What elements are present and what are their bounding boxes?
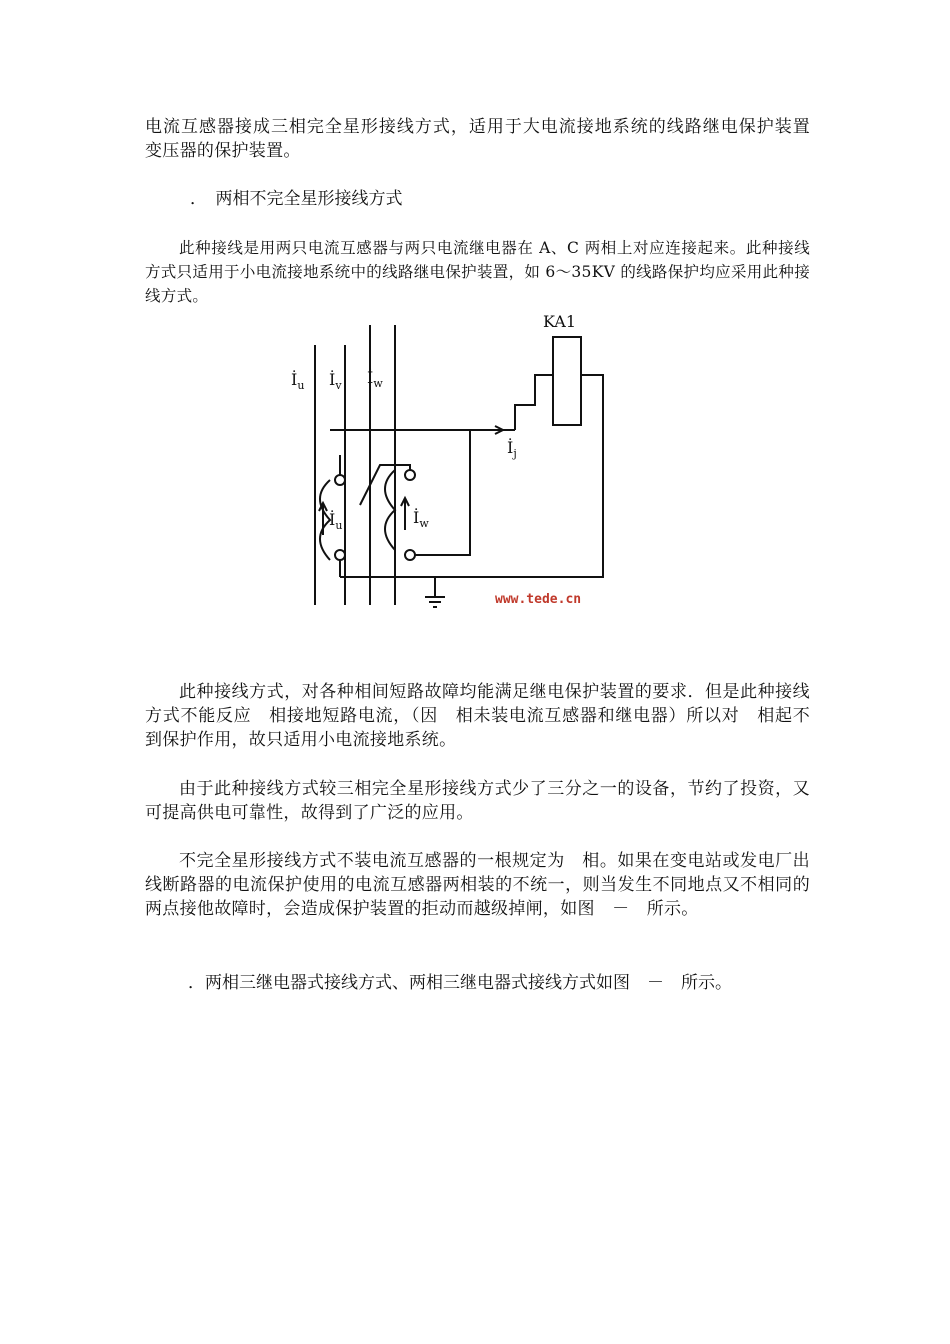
paragraph-fault-response: 此种接线方式，对各种相间短路故障均能满足继电保护装置的要求．但是此种接线方式不能反应 相接地短路电流，（因 相未装电流互感器和继电器）所以对 相起不到保护作用，故只适用小电流接地系统。 (145, 682, 810, 750)
watermark-text: www.tede.cn (495, 592, 582, 607)
relay-ka1 (553, 337, 581, 425)
label-iw: $İ_w$ (413, 508, 429, 530)
paragraph-two-phase-desc: 此种接线是用两只电流互感器与两只电流继电器在 A、C 两相上对应连接起来。此种接线方式只适用于小电流接地系统中的线路继电保护装置，如 6～35KV 的线路保护均应采用此种接线方式。 (145, 239, 810, 305)
wiring-diagram (285, 305, 620, 620)
paragraph-savings: 由于此种接线方式较三相完全星形接线方式少了三分之一的设备，节约了投资，又可提高供电可靠性，故得到了广泛的应用。 (145, 779, 810, 823)
section-heading-three-relay: ．两相三继电器式接线方式、两相三继电器式接线方式如图 － 所示。 (188, 973, 732, 993)
relay-label: KA1 (543, 312, 577, 331)
label-iu: $İ_u$ (329, 510, 343, 532)
label-iu-top: $İ_u$ (291, 370, 305, 392)
paragraph-missing-phase: 不完全星形接线方式不装电流互感器的一根规定为 相。如果在变电站或发电厂出线断路器的电流保护使用的电流互感器两相装的不统一，则当发生不同地点又不相同的两点接他故障时，会造成保护装置的拒动而越级掉闸，如图 － 所示。 (145, 851, 810, 919)
label-iv-top: $İ_v$ (329, 370, 342, 392)
section-heading-two-phase: ． 两相不完全星形接线方式 (190, 189, 403, 209)
label-iw-top: $İ_w$ (367, 368, 383, 390)
ct-w-coil (385, 470, 395, 550)
paragraph-full-star: 电流互感器接成三相完全星形接线方式，适用于大电流接地系统的线路继电保护装置 变压器的保护装置。 (145, 117, 828, 161)
label-ij: $İ_j$ (507, 438, 517, 460)
